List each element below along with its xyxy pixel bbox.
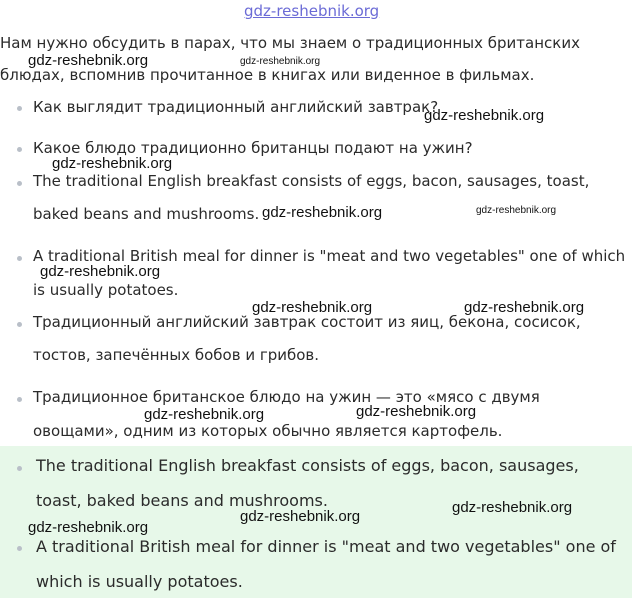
list-item-text: The traditional English breakfast consists of eggs, bacon, sausages, toast, — [33, 172, 590, 190]
watermark-small: gdz-reshebnik.org — [240, 56, 321, 67]
watermark: gdz-reshebnik.org — [28, 52, 149, 69]
watermark: gdz-reshebnik.org — [262, 204, 383, 221]
bullet-dot-icon — [17, 322, 22, 327]
list-item-text: baked beans and mushrooms. — [33, 205, 260, 223]
watermark: gdz-reshebnik.org — [424, 107, 545, 124]
watermark: gdz-reshebnik.org — [356, 403, 477, 420]
watermark: gdz-reshebnik.org — [40, 263, 161, 280]
list-item-text: toast, baked beans and mushrooms. — [36, 491, 328, 510]
watermark: gdz-reshebnik.org — [28, 519, 149, 536]
watermark: gdz-reshebnik.org — [252, 299, 373, 316]
watermark-top[interactable]: gdz-reshebnik.org — [244, 2, 380, 20]
bullet-dot-icon — [17, 181, 22, 186]
list-item-text: Какое блюдо традиционно британцы подают на ужин? — [33, 139, 473, 157]
list-item-text: Как выглядит традиционный английский завтрак? — [33, 98, 439, 116]
bullet-dot-icon — [17, 106, 22, 111]
bullet-dot-icon — [17, 147, 22, 152]
bullet-dot-icon — [17, 397, 22, 402]
intro-line-2: блюдах, вспомнив прочитанное в книгах или виденное в фильмах. — [0, 66, 535, 84]
bullet-dot-icon — [17, 546, 22, 551]
watermark: gdz-reshebnik.org — [240, 508, 361, 525]
watermark: gdz-reshebnik.org — [144, 406, 265, 423]
watermark: gdz-reshebnik.org — [452, 499, 573, 516]
intro-line-1: Нам нужно обсудить в парах, что мы знаем о традиционных британских — [0, 34, 580, 52]
watermark: gdz-reshebnik.org — [52, 155, 173, 172]
list-item-text: A traditional British meal for dinner is "meat and two vegetables" one of — [36, 537, 616, 556]
list-item-text: овощами», одним из которых обычно является картофель. — [33, 422, 503, 440]
bullet-dot-icon — [17, 466, 22, 471]
list-item-text: is usually potatoes. — [33, 281, 179, 299]
list-item-text: Традиционное британское блюдо на ужин — это «мясо с двумя — [33, 388, 540, 406]
list-item-text: Традиционный английский завтрак состоит из яиц, бекона, сосисок, — [33, 313, 581, 331]
list-item-text: тостов, запечённых бобов и грибов. — [33, 346, 320, 364]
list-item-text: A traditional British meal for dinner is "meat and two vegetables" one of which — [33, 247, 626, 265]
watermark-small: gdz-reshebnik.org — [476, 205, 557, 216]
list-item-text: The traditional English breakfast consists of eggs, bacon, sausages, — [36, 456, 579, 475]
list-item-text: which is usually potatoes. — [36, 572, 243, 591]
bullet-dot-icon — [17, 256, 22, 261]
watermark: gdz-reshebnik.org — [464, 299, 585, 316]
